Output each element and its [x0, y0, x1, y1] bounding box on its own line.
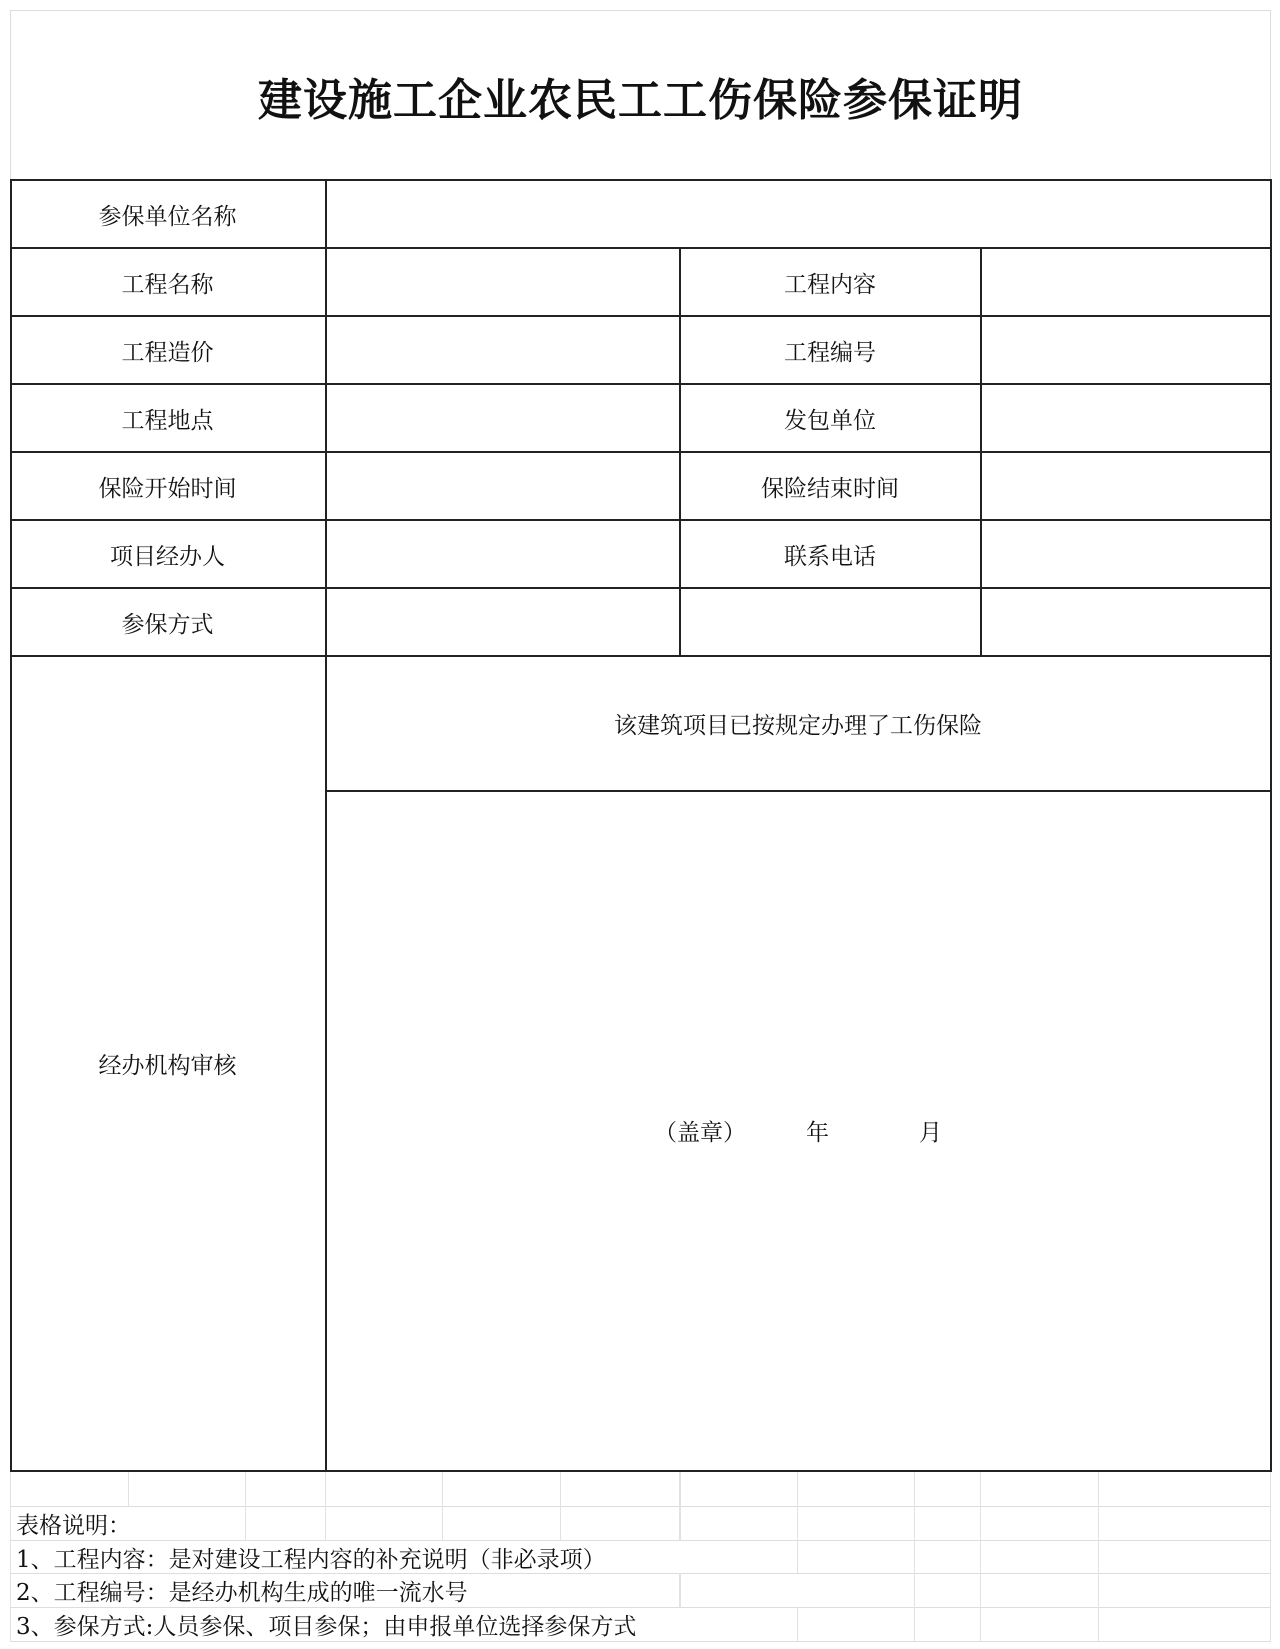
- label-project-name: 工程名称: [121, 271, 214, 298]
- label-agency-review: 经办机构审核: [98, 1053, 237, 1079]
- field-insurance-start[interactable]: [326, 452, 679, 520]
- field-project-name[interactable]: [326, 248, 679, 316]
- label-contracting-unit: 发包单位: [784, 407, 876, 434]
- table-line: [1270, 179, 1272, 1472]
- review-statement: 该建筑项目已按规定办理了工伤保险: [614, 712, 982, 739]
- label-insurance-method: 参保方式: [121, 611, 214, 638]
- field-insurance-end[interactable]: [981, 452, 1270, 520]
- field-project-location[interactable]: [326, 384, 679, 452]
- month-label: 月: [919, 1120, 942, 1146]
- label-project-location: 工程地点: [121, 407, 214, 434]
- note-item: 1、工程内容：是对建设工程内容的补充说明（非必录项）: [16, 1547, 606, 1573]
- field-project-number[interactable]: [981, 316, 1270, 384]
- label-project-handler: 项目经办人: [110, 543, 225, 570]
- label-project-content: 工程内容: [784, 271, 876, 298]
- seal-label: （盖章）: [654, 1120, 746, 1146]
- field-insurance-method[interactable]: [326, 588, 679, 656]
- field-project-content[interactable]: [981, 248, 1270, 316]
- field-project-handler[interactable]: [326, 520, 679, 588]
- field-project-cost[interactable]: [326, 316, 679, 384]
- field-contracting-unit[interactable]: [981, 384, 1270, 452]
- notes-heading: 表格说明：: [16, 1513, 131, 1539]
- label-project-cost: 工程造价: [121, 339, 214, 366]
- field-blank-1[interactable]: [680, 588, 980, 656]
- page-title: 建设施工企业农民工工伤保险参保证明: [258, 74, 1023, 126]
- title-area: [10, 10, 1271, 180]
- field-contact-phone[interactable]: [981, 520, 1270, 588]
- note-item: 3、参保方式:人员参保、项目参保；由申报单位选择参保方式: [16, 1614, 637, 1640]
- year-label: 年: [806, 1120, 829, 1146]
- note-item: 2、工程编号：是经办机构生成的唯一流水号: [16, 1580, 468, 1606]
- field-insured-unit[interactable]: [326, 180, 1270, 248]
- label-project-number: 工程编号: [784, 339, 876, 366]
- label-contact-phone: 联系电话: [784, 543, 876, 570]
- label-insured-unit: 参保单位名称: [98, 203, 237, 230]
- label-insurance-end: 保险结束时间: [761, 475, 899, 502]
- label-insurance-start: 保险开始时间: [98, 475, 237, 502]
- seal-line: [326, 791, 1270, 1470]
- field-blank-2[interactable]: [981, 588, 1270, 656]
